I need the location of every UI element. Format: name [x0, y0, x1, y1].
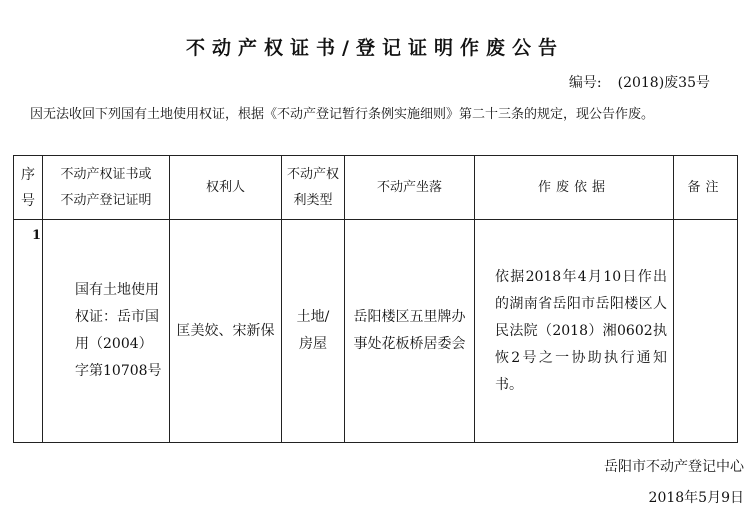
- issue-date: 2018年5月9日: [648, 490, 744, 506]
- document-number-label: 编号:: [568, 75, 602, 91]
- notice-preamble: 因无法收回下列国有土地使用权证，根据《不动产登记暂行条例实施细则》第二十三条的规定，现公告作废。: [30, 107, 655, 122]
- header-seq: 序 号: [14, 156, 43, 220]
- header-certificate: 不动产权证书或 不动产登记证明: [43, 156, 170, 220]
- cell-right-type: 土地/ 房屋: [282, 220, 345, 443]
- issuing-organization: 岳阳市不动产登记中心: [604, 459, 744, 475]
- document-number-value: (2018)废35号: [617, 75, 710, 91]
- cell-holder: 匡美姣、宋新保: [170, 220, 282, 443]
- voided-certificates-table: [13, 155, 738, 443]
- document-number: [500, 72, 710, 92]
- header-remarks: 备注: [674, 156, 738, 220]
- cell-seq: 1: [14, 220, 43, 443]
- header-location: 不动产坐落: [345, 156, 475, 220]
- table-header-row: [14, 156, 738, 220]
- header-right-type: 不动产权 利类型: [282, 156, 345, 220]
- cell-certificate: 国有土地使用权证：岳市国用（2004）字第10708号: [43, 220, 170, 443]
- notice-title: 不动产权证书/登记证明作废公告: [186, 37, 564, 59]
- cell-remarks: [674, 220, 738, 443]
- table-row: [14, 220, 738, 443]
- header-void-basis: 作废依据: [475, 156, 674, 220]
- header-holder: 权利人: [170, 156, 282, 220]
- cell-location: 岳阳楼区五里牌办事处花板桥居委会: [345, 220, 475, 443]
- cell-void-basis: 依据2018年4月10日作出的湖南省岳阳市岳阳楼区人民法院（2018）湘0602执恢2号之一协助执行通知书。: [475, 220, 674, 443]
